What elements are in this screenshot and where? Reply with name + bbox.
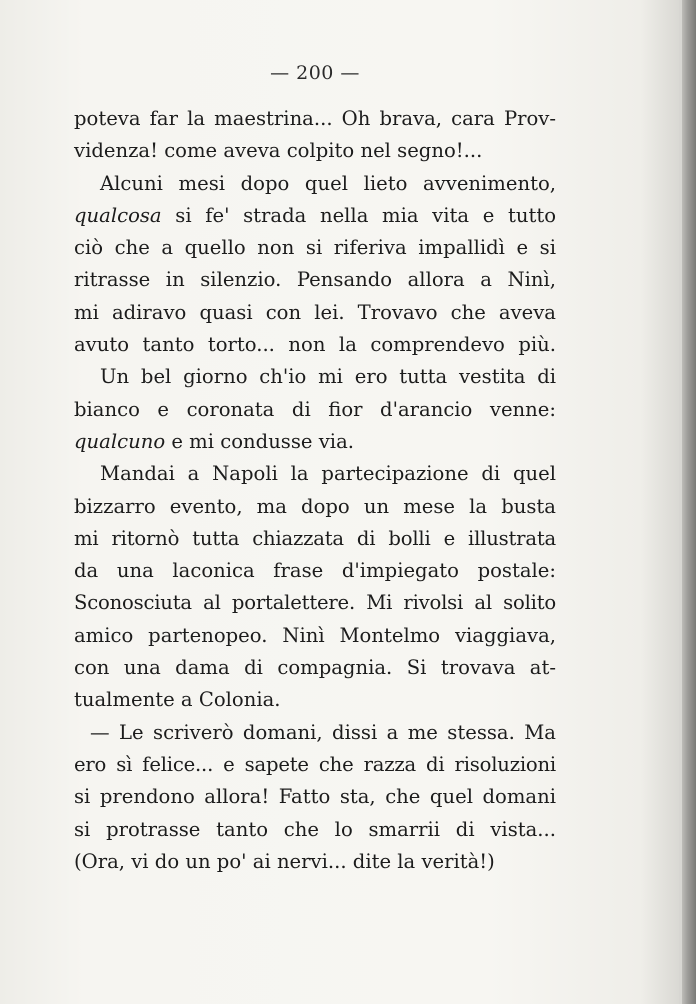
text-line: videnza! come aveva colpito nel segno!... [74, 139, 483, 163]
text-line: con una dama di compagnia. Si trovava at- [74, 656, 556, 680]
body-text [74, 103, 556, 878]
italic-word: qualcosa [74, 203, 162, 227]
text-fragment: e mi condusse via. [171, 429, 354, 453]
text-line: si prendono allora! Fatto sta, che quel domani [74, 785, 556, 809]
italic-word: qualcuno [74, 429, 166, 453]
text-line: ero sì felice... e sapete che razza di risoluzioni [74, 752, 556, 776]
text-line: ritrasse in silenzio. Pensando allora a Ninì, [74, 268, 556, 292]
text-line: Un bel giorno ch'io mi ero tutta vestita di [100, 365, 556, 389]
text-line [74, 200, 556, 232]
text-line: — Le scriverò domani, dissi a me stessa. Ma [90, 720, 556, 744]
book-spine [682, 0, 696, 1004]
text-line: mi adiravo quasi con lei. Trovavo che aveva [74, 300, 556, 324]
text-line: mi ritornò tutta chiazzata di bolli e illustrata [74, 526, 556, 550]
text-line: si protrasse tanto che lo smarrii di vista... [74, 817, 556, 841]
text-line: amico partenopeo. Ninì Montelmo viaggiava, [74, 623, 556, 647]
text-line: Alcuni mesi dopo quel lieto avvenimento, [100, 171, 556, 195]
page-number: — 200 — [270, 62, 360, 84]
text-line: avuto tanto torto... non la comprendevo più. [74, 333, 556, 357]
text-line: tualmente a Colonia. [74, 688, 281, 712]
text-line: da una laconica frase d'impiegato postale: [74, 559, 556, 583]
text-line [74, 426, 556, 458]
text-line: (Ora, vi do un po' ai nervi... dite la verità!) [74, 849, 495, 873]
text-line: ciò che a quello non si riferiva impallidì e si [74, 236, 556, 260]
text-line: bizzarro evento, ma dopo un mese la busta [74, 494, 556, 518]
text-line: poteva far la maestrina... Oh brava, cara Prov- [74, 107, 556, 130]
text-line: bianco e coronata di fior d'arancio venne: [74, 397, 556, 421]
text-line: Sconosciuta al portalettere. Mi rivolsi al solito [74, 591, 556, 615]
text-fragment: si fe' strada nella mia vita e tutto [175, 203, 556, 227]
text-line: Mandai a Napoli la partecipazione di quel [100, 462, 556, 486]
